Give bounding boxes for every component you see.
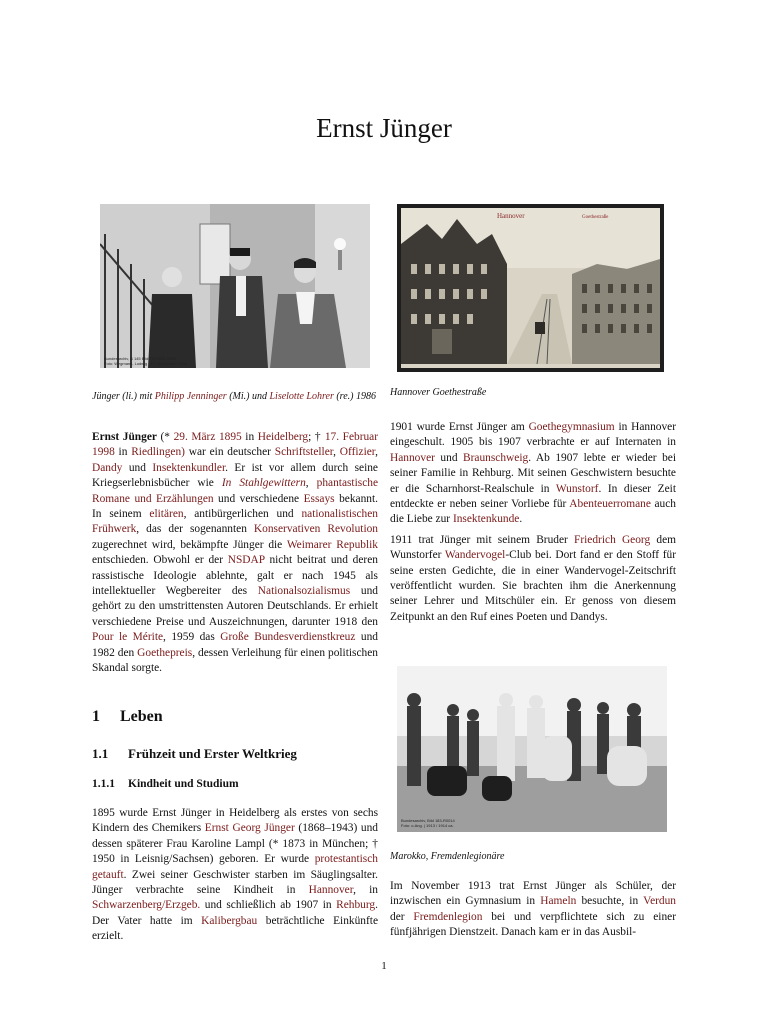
link-goethepreis[interactable]: Goethepreis <box>137 646 193 659</box>
link-insektenkunde[interactable]: Insektenkunde <box>452 513 520 526</box>
link-verdun[interactable]: Verdun <box>643 895 677 908</box>
schooling-paragraph: 1901 wurde Ernst Jünger am Goethegymnasium in Hannover eingeschult. 1905 bis 1907 verbrachte er auf Internaten in Hannover und Braunschweig. Ab 1907 lebte er wieder bei seiner Familie in Rehburg. Mit seinen Geschwistern besuchte er die Scharnhorst-Realschule in Wunstorf. In dieser Zeit entdeckte er neben seiner Vorliebe für Abenteuerromane auch die Liebe zur Insektenkunde. 1911 trat Jünger mit seinem Bruder Friedrich Georg dem Wunstorfer Wandervogel-Club bei. Dort fand er den Stoff für seine ersten Gedichte, die in einer Wandervogel-Zeitschrift veröffentlicht wurden. Sie brachten ihm die Anerkennung seiner Lehrer und Mitschüler ein. Er genoss von diesem Zeitpunkt an den Ruf eines Poeten und Dandys. <box>390 421 677 623</box>
link-goethegymnasium[interactable]: Goethegymnasium <box>528 421 615 433</box>
link-deathdate[interactable]: 17. Februar 1998 <box>92 431 379 459</box>
link-rehburg[interactable]: Rehburg <box>336 899 376 912</box>
postcard-sign-goethestrasse: Goethestraße <box>582 215 609 220</box>
link-pour-le-merite[interactable]: Pour le Mérite <box>92 631 164 644</box>
figure3-caption: Marokko, Fremdenlegionäre <box>390 851 505 862</box>
link-nsdap[interactable]: NSDAP <box>227 554 265 567</box>
postcard-sign-hannover: Hannover <box>497 212 525 220</box>
svg-text:Bundesarchiv, B 145 Bild-F0735: Bundesarchiv, B 145 Bild-F073549-0005 <box>104 356 176 361</box>
link-insektenkundler[interactable]: Insektenkundler <box>152 461 226 474</box>
link-offizier[interactable]: Offizier <box>339 446 376 459</box>
photo-hannover-goethestrasse <box>397 204 664 372</box>
childhood-paragraph: 1895 wurde Ernst Jünger in Heidelberg als erstes von sechs Kindern des Chemikers Ernst Georg Jünger (1868–1943) und dessen späterer Frau Karoline Lampl (* 1873 in München; † 1950 in Leisnig/Sachsen) geboren. Er wurde protestantisch getauft. Zwei seiner Geschwister starben im Säuglingsalter. Jünger verbrachte seine Kindheit in Hannover, in Schwarzenberg/Erzgeb. und schließlich ab 1907 in Rehburg. Der Vater hatte im Kalibergbau beträchtliche Einkünfte erzielt. <box>92 807 379 943</box>
link-kalibergbau[interactable]: Kalibergbau <box>201 914 258 927</box>
link-ernst-georg-juenger[interactable]: Ernst Georg Jünger <box>204 822 295 835</box>
svg-text:Foto: Wegmann, Ludwig | 17. Se: Foto: Wegmann, Ludwig | 17. September 1986 <box>104 361 187 366</box>
section-heading-fruehzeit: 1.1 Frühzeit und Erster Weltkrieg <box>92 746 297 761</box>
link-in-stahlgewittern[interactable]: In Stahlgewittern <box>221 477 306 490</box>
photo-marokko-fremdenlegionaere <box>397 666 667 832</box>
link-fremdenlegion[interactable]: Fremdenlegion <box>413 910 483 923</box>
link-friedrich-georg[interactable]: Friedrich Georg <box>574 533 651 546</box>
intro-paragraph: Ernst Jünger (* 29. März 1895 in Heidelberg; † 17. Februar 1998 in Riedlingen) war ein deutscher Schriftsteller, Offizier, Dandy und Insektenkundler. Er ist vor allem durch seine Kriegserlebnisbücher wie In Stahlgewittern, phantastische Romane und Erzählungen und verschiedene Essays bekannt. In seinem elitären, antibürgerlichen und nationalistischen Frühwerk, das der sogenannten Konservativen Revolution zugerechnet wird, bekämpfte Jünger die Weimarer Republik entschieden. Obwohl er der NSDAP nicht beitrat und deren rassistische Ideologie ablehnte, galt er nach 1945 als intellektueller Wegbereiter des Nationalsozialismus und gehört zu den umstrittensten Autoren Deutschlands. Er erhielt verschiedene Preise und Auszeichnungen, darunter 1918 den Pour le Mérite, 1959 das Große Bundesverdienstkreuz und 1982 den Goethepreis, dessen Verleihung für einen politischen Skandal sorgte. <box>92 431 379 675</box>
link-elitaer[interactable]: elitären <box>149 508 184 521</box>
link-hameln[interactable]: Hameln <box>540 895 577 908</box>
link-philipp-jenninger[interactable]: Philipp Jenninger <box>154 391 227 402</box>
link-braunschweig[interactable]: Braunschweig <box>463 451 529 464</box>
link-schwarzenberg[interactable]: Schwarzenberg/Erzgeb. <box>92 899 201 912</box>
link-liselotte-lohrer[interactable]: Liselotte Lohrer <box>269 391 334 402</box>
photo-juenger-jenninger-lohrer <box>100 204 370 368</box>
link-riedlingen[interactable]: Riedlingen) <box>131 446 185 459</box>
legion-paragraph: Im November 1913 trat Ernst Jünger als Schüler, der inzwischen ein Gymnasium in Hameln besuchte, in Verdun der Fremdenlegion bei und verpflichtete sich zu einer fünfjährigen Dienstzeit. Danach kam er in das Ausbil- <box>390 880 677 939</box>
link-phantastische-romane[interactable]: phantastische Romane und Erzählungen <box>92 477 379 505</box>
subject-name: Ernst Jünger <box>92 431 157 443</box>
section-heading-kindheit: 1.1.1 Kindheit und Studium <box>92 778 239 790</box>
link-heidelberg[interactable]: Heidelberg <box>257 431 309 443</box>
link-bundesverdienstkreuz[interactable]: Große Bundesverdienstkreuz <box>220 631 356 644</box>
figure2-caption: Hannover Goethestraße <box>390 387 487 398</box>
link-hannover[interactable]: Hannover <box>308 884 354 897</box>
link-fruehwerk[interactable]: nationalistischen Frühwerk <box>92 508 378 536</box>
section-heading-leben: 1 Leben <box>92 708 163 725</box>
link-weimarer-republik[interactable]: Weimarer Republik <box>286 538 378 551</box>
link-abenteuerromane[interactable]: Abenteuerromane <box>569 498 651 511</box>
link-wandervogel[interactable]: Wandervogel <box>444 549 506 562</box>
link-nationalsozialismus[interactable]: Nationalsozialismus <box>257 585 351 598</box>
page-number: 1 <box>381 960 387 972</box>
page-title: Ernst Jünger <box>316 113 452 143</box>
link-wunstorf[interactable]: Wunstorf <box>555 482 599 495</box>
link-hannover-2[interactable]: Hannover <box>390 451 435 464</box>
link-essays[interactable]: Essays <box>303 492 335 505</box>
figure1-caption: Jünger (li.) mit Philipp Jenninger (Mi.) und Liselotte Lohrer (re.) 1986 <box>92 391 376 402</box>
svg-text:Foto: o.Ang. | 1913 / 1914 ca.: Foto: o.Ang. | 1913 / 1914 ca. <box>401 823 454 828</box>
link-dandy[interactable]: Dandy <box>92 461 123 474</box>
svg-text:Bundesarchiv, Bild 183-R0014: Bundesarchiv, Bild 183-R0014 <box>401 818 455 823</box>
link-birthdate[interactable]: 29. März 1895 <box>173 431 242 443</box>
link-konservative-revolution[interactable]: Konservativen Revolution <box>253 523 378 536</box>
link-protestantisch[interactable]: protestantisch getauft <box>92 853 378 881</box>
link-schriftsteller[interactable]: Schriftsteller <box>274 446 334 459</box>
